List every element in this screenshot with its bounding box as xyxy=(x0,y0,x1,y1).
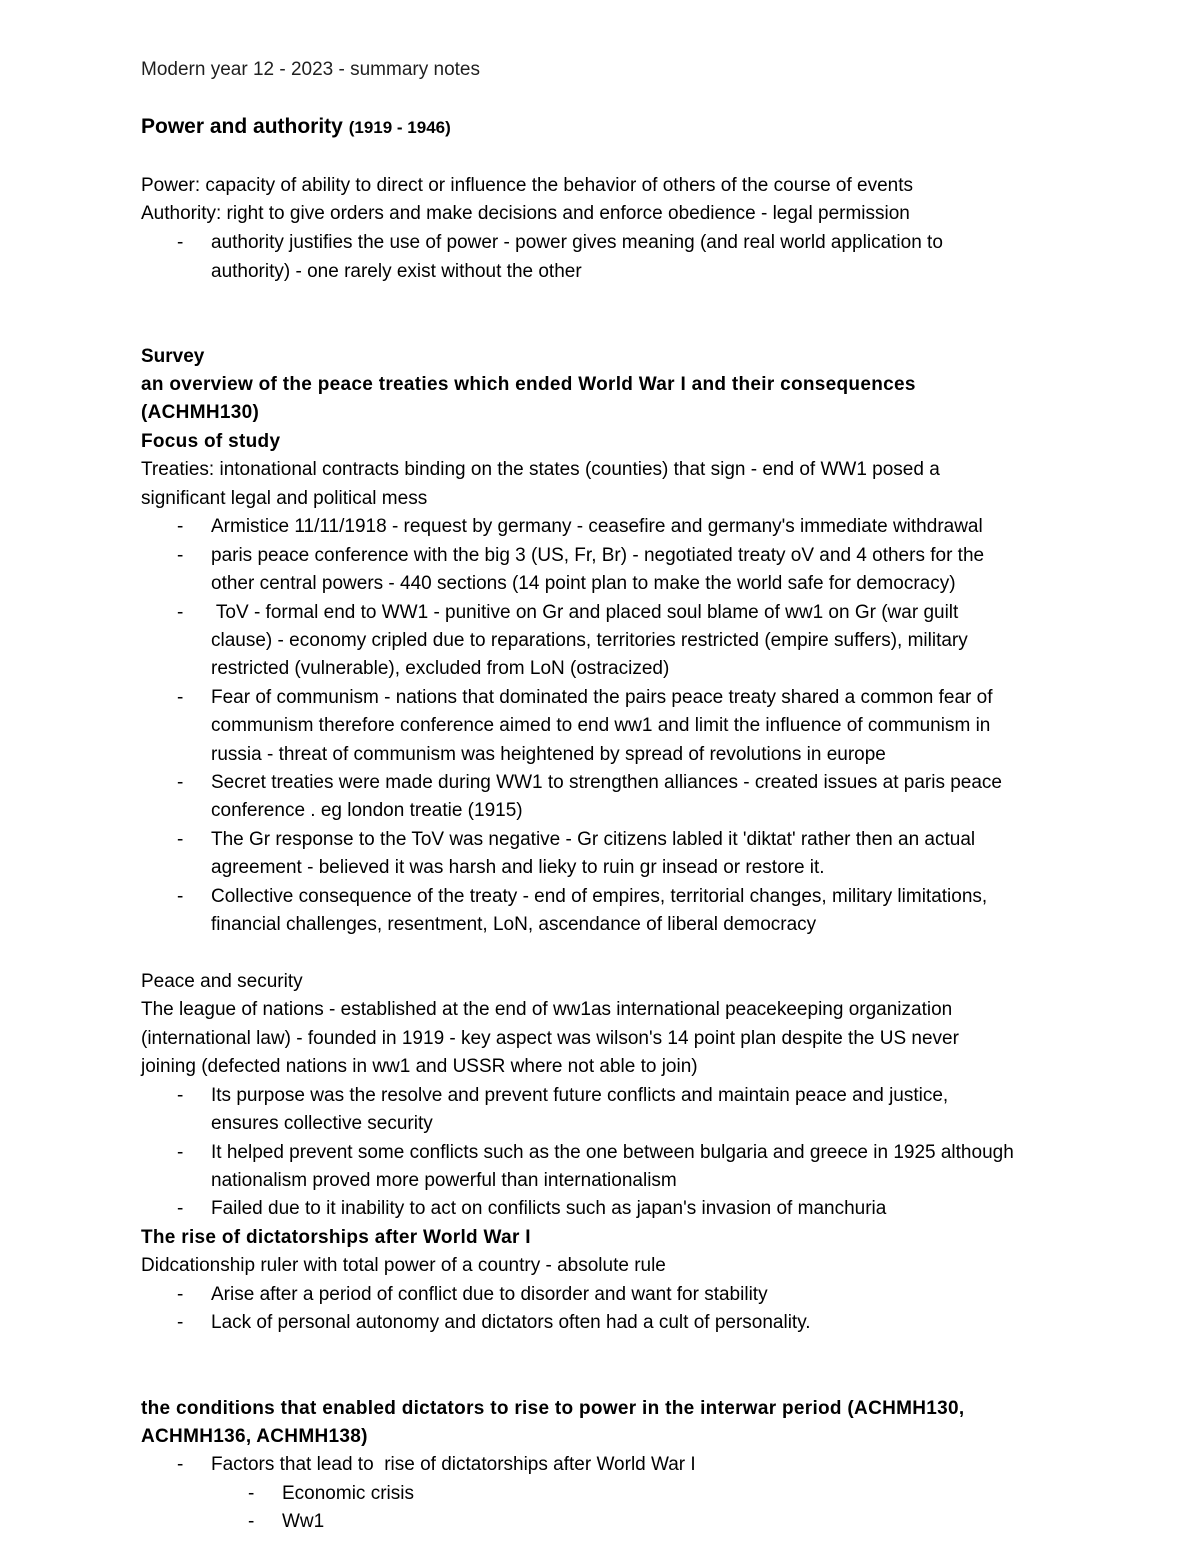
survey-subheading-code: (ACHMH130) xyxy=(141,402,260,423)
list-item xyxy=(141,1195,1181,1224)
bullet-marker: - xyxy=(177,1454,184,1475)
list-item xyxy=(141,542,1181,571)
list-item-text: Lack of personal autonomy and dictators often had a cult of personality. xyxy=(211,1312,811,1333)
sub-list-item xyxy=(141,1480,1181,1509)
list-item-continuation: conference . eg london treatie (1915) xyxy=(211,800,523,821)
section-dates: (1919 - 1946) xyxy=(348,118,451,137)
bullet-marker: - xyxy=(177,829,184,850)
survey-heading: Survey xyxy=(141,346,205,367)
bullet-marker: - xyxy=(177,602,184,623)
peace-intro: The league of nations - established at the end of ww1as international peacekeeping organization xyxy=(141,999,953,1020)
authority-definition: Authority: right to give orders and make decisions and enforce obedience - legal permission xyxy=(141,203,910,224)
bullet-marker: - xyxy=(248,1511,255,1532)
bullet-marker: - xyxy=(177,545,184,566)
list-item-continuation: communism therefore conference aimed to end ww1 and limit the influence of communism in xyxy=(211,715,991,736)
sub-list-item xyxy=(141,1508,1181,1537)
list-item-text: Its purpose was the resolve and prevent future conflicts and maintain peace and justice, xyxy=(211,1085,949,1106)
list-item-text: Arise after a period of conflict due to disorder and want for stability xyxy=(211,1284,768,1305)
list-item-text: Secret treaties were made during WW1 to strengthen alliances - created issues at paris peace xyxy=(211,772,1002,793)
bullet-marker: - xyxy=(177,1142,184,1163)
list-item xyxy=(141,1082,1181,1111)
list-item-continuation: ensures collective security xyxy=(211,1113,433,1134)
bullet-marker: - xyxy=(248,1483,255,1504)
treaties-intro-cont: significant legal and political mess xyxy=(141,488,428,509)
list-item xyxy=(141,883,1181,912)
list-item xyxy=(141,769,1181,798)
survey-subheading: an overview of the peace treaties which ended World War I and their consequences xyxy=(141,374,916,395)
sub-list-item-text: Economic crisis xyxy=(282,1483,414,1504)
peace-intro-cont: (international law) - founded in 1919 - key aspect was wilson's 14 point plan despite the US never xyxy=(141,1028,959,1049)
section-title xyxy=(141,113,1181,143)
list-item-text: Armistice 11/11/1918 - request by germany - ceasefire and germany's immediate withdrawal xyxy=(211,516,983,537)
list-item-text: Fear of communism - nations that dominated the pairs peace treaty shared a common fear of xyxy=(211,687,993,708)
doc-title: Modern year 12 - 2023 - summary notes xyxy=(141,59,480,80)
list-item-text: Failed due to it inability to act on confilicts such as japan's invasion of manchuria xyxy=(211,1198,887,1219)
dictatorship-definition: Didcationship ruler with total power of a country - absolute rule xyxy=(141,1255,666,1276)
list-item-continuation: financial challenges, resentment, LoN, ascendance of liberal democracy xyxy=(211,914,817,935)
bullet-marker: - xyxy=(177,1085,184,1106)
focus-heading: Focus of study xyxy=(141,431,281,452)
bullet-marker: - xyxy=(177,687,184,708)
list-item-text: It helped prevent some conflicts such as the one between bulgaria and greece in 1925 although xyxy=(211,1142,1014,1163)
list-item xyxy=(141,1139,1181,1168)
list-item-continuation: other central powers - 440 sections (14 point plan to make the world safe for democracy) xyxy=(211,573,956,594)
conditions-heading-cont: ACHMH136, ACHMH138) xyxy=(141,1426,368,1447)
list-item xyxy=(141,826,1181,855)
list-item xyxy=(141,1281,1181,1310)
list-item xyxy=(141,599,1181,628)
bullet-marker: - xyxy=(177,516,184,537)
bullet-marker: - xyxy=(177,1198,184,1219)
list-item-continuation: clause) - economy cripled due to reparations, territories restricted (empire suffers), military xyxy=(211,630,968,651)
section-title-text: Power and authority xyxy=(141,115,343,138)
bullet-marker: - xyxy=(177,772,184,793)
conditions-heading: the conditions that enabled dictators to rise to power in the interwar period (ACHMH130, xyxy=(141,1398,965,1419)
list-item-text: authority justifies the use of power - power gives meaning (and real world application to xyxy=(211,232,943,253)
list-item-continuation: russia - threat of communism was heightened by spread of revolutions in europe xyxy=(211,744,886,765)
list-item-continuation: restricted (vulnerable), excluded from LoN (ostracized) xyxy=(211,658,670,679)
peace-intro-cont: joining (defected nations in ww1 and USSR where not able to join) xyxy=(141,1056,698,1077)
treaties-intro: Treaties: intonational contracts binding on the states (counties) that sign - end of WW1 posed a xyxy=(141,459,940,480)
list-item xyxy=(141,229,1181,258)
list-item-text: The Gr response to the ToV was negative - Gr citizens labled it 'diktat' rather then an actual xyxy=(211,829,976,850)
list-item-text: paris peace conference with the big 3 (US, Fr, Br) - negotiated treaty oV and 4 others for the xyxy=(211,545,985,566)
list-item-continuation: authority) - one rarely exist without the other xyxy=(211,261,582,282)
list-item-text: ToV - formal end to WW1 - punitive on Gr and placed soul blame of ww1 on Gr (war guilt xyxy=(211,602,959,623)
list-item xyxy=(141,1451,1181,1480)
list-item-text: Collective consequence of the treaty - end of empires, territorial changes, military limitations, xyxy=(211,886,988,907)
list-item xyxy=(141,684,1181,713)
power-definition: Power: capacity of ability to direct or influence the behavior of others of the course of events xyxy=(141,175,914,196)
list-item-continuation: nationalism proved more powerful than internationalism xyxy=(211,1170,677,1191)
dictatorships-heading: The rise of dictatorships after World War I xyxy=(141,1227,531,1248)
sub-list-item-text: Ww1 xyxy=(282,1511,325,1532)
bullet-marker: - xyxy=(177,1284,184,1305)
list-item xyxy=(141,513,1181,542)
list-item-continuation: agreement - believed it was harsh and lieky to ruin gr insead or restore it. xyxy=(211,857,825,878)
bullet-marker: - xyxy=(177,232,184,253)
bullet-marker: - xyxy=(177,1312,184,1333)
list-item-text: Factors that lead to rise of dictatorships after World War I xyxy=(211,1454,696,1475)
bullet-marker: - xyxy=(177,886,184,907)
peace-heading: Peace and security xyxy=(141,971,303,992)
list-item xyxy=(141,1309,1181,1338)
